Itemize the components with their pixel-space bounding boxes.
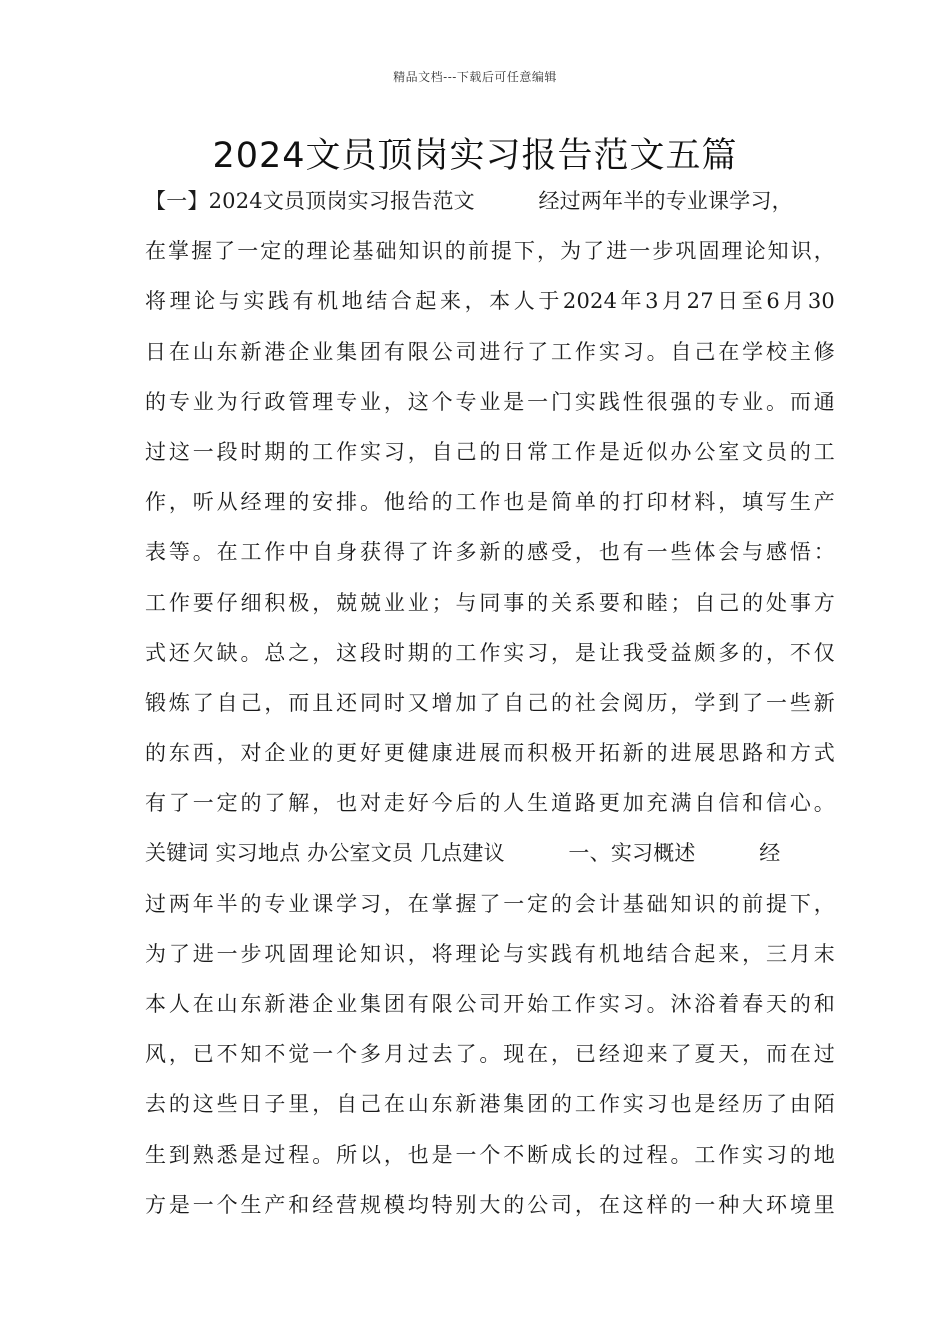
- body-line: 去的这些日子里，自己在山东新港集团的工作实习也是经历了由陌: [145, 1092, 835, 1117]
- body-line: 式还欠缺。总之，这段时期的工作实习，是让我受益颇多的，不仅: [145, 640, 835, 665]
- body-line: 锻炼了自己，而且还同时又增加了自己的社会阅历，学到了一些新: [145, 690, 835, 715]
- body-line: 过两年半的专业课学习，在掌握了一定的会计基础知识的前提下，: [145, 891, 835, 916]
- body-line: 【一】2024文员顶岗实习报告范文 经过两年半的专业课学习，: [145, 189, 793, 213]
- body-line: 的东西，对企业的更好更健康进展而积极开拓新的进展思路和方式: [145, 741, 835, 766]
- body-line: 为了进一步巩固理论知识，将理论与实践有机地结合起来，三月末: [145, 941, 835, 966]
- header-note: 精品文档---下载后可任意编辑: [393, 70, 557, 84]
- body-line: 过这一段时期的工作实习，自己的日常工作是近似办公室文员的工: [145, 439, 835, 464]
- body-line: 作，听从经理的安排。他给的工作也是简单的打印材料，填写生产: [145, 490, 835, 515]
- body-line: 本人在山东新港企业集团有限公司开始工作实习。沐浴着春天的和: [145, 992, 835, 1016]
- body-line: 有了一定的了解，也对走好今后的人生道路更加充满自信和信心。: [145, 791, 835, 816]
- body-line: 工作要仔细积极，兢兢业业；与同事的关系要和睦；自己的处事方: [145, 590, 835, 615]
- body-line: 日在山东新港企业集团有限公司进行了工作实习。自己在学校主修: [145, 339, 835, 364]
- body-line: 风，已不知不觉一个多月过去了。现在，已经迎来了夏天，而在过: [145, 1042, 835, 1067]
- body-line: 在掌握了一定的理论基础知识的前提下，为了进一步巩固理论知识，: [145, 239, 835, 264]
- body-line: 的专业为行政管理专业，这个专业是一门实践性很强的专业。而通: [145, 389, 835, 414]
- document-title: 2024文员顶岗实习报告范文五篇: [212, 136, 738, 176]
- body-line: 关键词 实习地点 办公室文员 几点建议 一、实习概述 经: [145, 841, 781, 866]
- body-line: 方是一个生产和经营规模均特别大的公司，在这样的一种大环境里: [145, 1192, 835, 1217]
- body-line: 将理论与实践有机地结合起来，本人于2024年3月27日至6月30: [145, 289, 835, 314]
- body-line: 生到熟悉是过程。所以，也是一个不断成长的过程。工作实习的地: [145, 1142, 835, 1167]
- body-line: 表等。在工作中自身获得了许多新的感受，也有一些体会与感悟：: [145, 540, 835, 565]
- document-body: [145, 176, 835, 1230]
